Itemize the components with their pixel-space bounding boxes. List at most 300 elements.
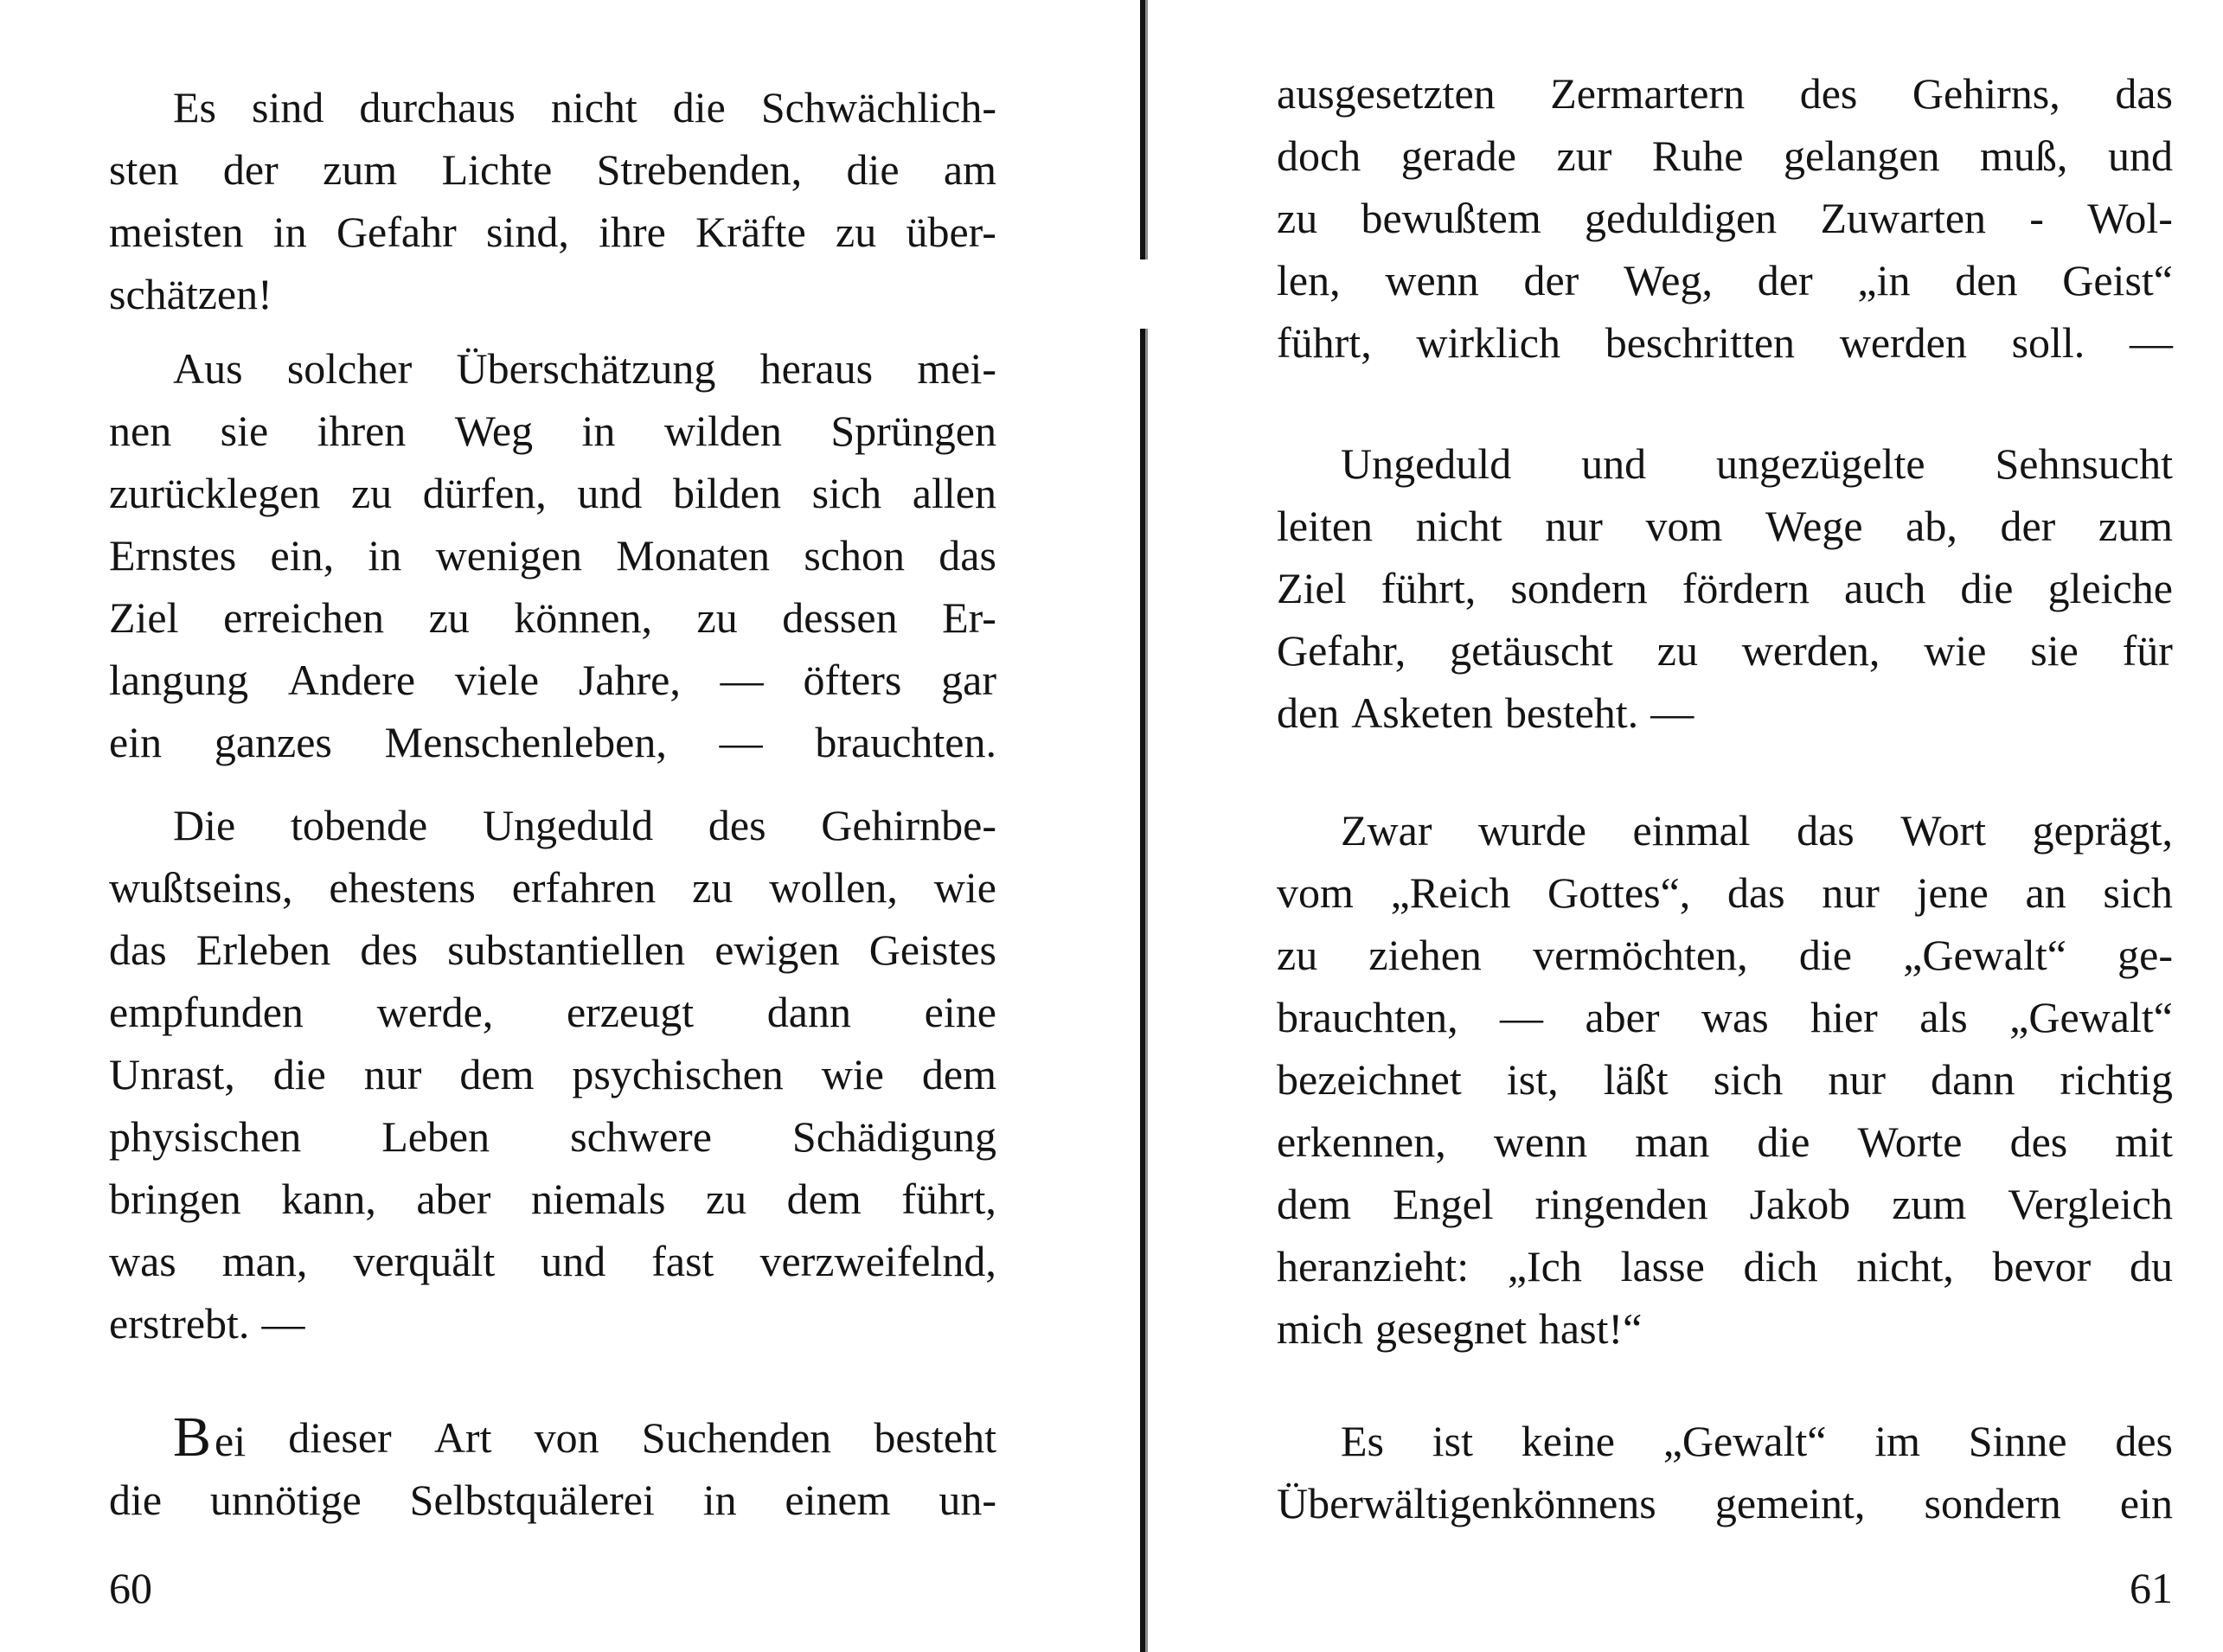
word: geprägt,: [2032, 806, 2173, 855]
word: Selbstquälerei: [409, 1476, 655, 1524]
word: sind: [251, 83, 324, 131]
text-line: [1277, 125, 2173, 187]
word: führt,: [1277, 318, 1372, 367]
word: man,: [221, 1237, 308, 1285]
word: dürfen,: [422, 469, 547, 517]
word: Geistes: [868, 925, 996, 974]
word: vom: [1645, 502, 1723, 550]
word: Wort: [1900, 806, 1987, 855]
word: meisten: [109, 208, 244, 256]
word: mit: [2115, 1117, 2173, 1166]
word: sie: [220, 407, 269, 455]
word: am: [943, 145, 996, 194]
text-line: [1277, 924, 2173, 986]
word: Gefahr,: [1277, 626, 1406, 675]
word: die: [672, 83, 726, 131]
word: ausgesetzten: [1277, 69, 1496, 118]
word: Gehirns,: [1912, 69, 2060, 118]
word: —: [720, 656, 764, 704]
word: leiten: [1277, 502, 1374, 550]
text-line: [1341, 799, 2173, 861]
word: vom: [1277, 868, 1354, 917]
initial-capital: B: [173, 1405, 212, 1469]
word: doch: [1277, 131, 1361, 180]
word: sondern: [1924, 1479, 2061, 1527]
word: Engel: [1393, 1180, 1494, 1228]
word: zur: [1556, 131, 1612, 180]
word: dich: [1743, 1242, 1818, 1290]
word: wollen,: [769, 863, 898, 912]
word: wurde: [1478, 806, 1586, 855]
word: fördern: [1682, 564, 1810, 612]
text-line: [109, 981, 996, 1043]
word: Geist“: [2062, 256, 2173, 304]
word: und: [2107, 131, 2173, 180]
word: dem: [459, 1050, 535, 1098]
word: Strebenden,: [596, 145, 803, 194]
word: jene: [1916, 868, 1989, 917]
word: tobende: [290, 801, 428, 849]
word: eine: [924, 988, 996, 1036]
book-gutter-shadow: [1145, 0, 1148, 1652]
word: Ziel: [109, 593, 179, 642]
word: allen: [912, 469, 996, 517]
word: der: [222, 145, 279, 194]
text-line: [1277, 682, 2173, 744]
word: schwere: [570, 1112, 712, 1161]
word: „Ich: [1507, 1242, 1582, 1290]
word: für: [2122, 626, 2173, 675]
word: lasse: [1620, 1242, 1705, 1290]
word: wenigen: [435, 531, 582, 579]
word: beschritten: [1605, 318, 1796, 367]
word: den: [1277, 688, 1340, 737]
word: und: [577, 469, 643, 517]
text-line: [109, 649, 996, 711]
text-line: [173, 76, 996, 138]
word: ein: [109, 718, 163, 766]
word: du: [2130, 1242, 2173, 1290]
word: werden: [1839, 318, 1967, 367]
word: Er-: [942, 593, 996, 642]
word: über-: [906, 208, 996, 256]
word: man: [1635, 1117, 1710, 1166]
word: wie: [933, 863, 996, 912]
word: solcher: [286, 344, 413, 393]
word: dem: [786, 1175, 862, 1223]
word: Überschätzung: [456, 344, 716, 393]
word: „Reich: [1390, 868, 1511, 917]
word: Die: [173, 801, 236, 849]
right-page: [1157, 0, 2223, 1652]
word: gesegnet: [1374, 1304, 1527, 1353]
word: Überwältigenkönnens: [1277, 1479, 1656, 1527]
word: des: [708, 801, 766, 849]
word: -: [2029, 194, 2044, 242]
text-line: [173, 1406, 996, 1469]
text-line: [109, 711, 996, 773]
text-line: [1277, 557, 2173, 619]
word: sondern: [1510, 564, 1648, 612]
word: gemeint,: [1714, 1479, 1866, 1527]
word: einem: [785, 1476, 891, 1524]
word: sich: [811, 469, 882, 517]
word: ewigen: [714, 925, 840, 974]
word: Es: [1341, 1417, 1384, 1465]
word: als: [1919, 993, 1968, 1041]
word: bilden: [673, 469, 781, 517]
word: gleiche: [2047, 564, 2173, 612]
word: wenn: [1493, 1117, 1588, 1166]
word: keine: [1521, 1417, 1615, 1465]
word: können,: [514, 593, 652, 642]
word: „Gewalt“: [1903, 931, 2066, 979]
word: „Gewalt“: [1662, 1417, 1827, 1465]
word: wenn: [1385, 256, 1479, 304]
word: dieser: [288, 1413, 392, 1462]
word: ist: [1432, 1417, 1473, 1465]
word: Worte: [1857, 1117, 1963, 1166]
word: nur: [363, 1050, 422, 1098]
text-line: [1277, 1048, 2173, 1111]
word: die: [109, 1476, 163, 1524]
word: muß,: [1980, 131, 2068, 180]
word: den: [1955, 256, 2018, 304]
word: zu: [705, 1175, 747, 1223]
word: Gehirnbe-: [821, 801, 996, 849]
word: Zwar: [1341, 806, 1432, 855]
word: von: [534, 1413, 599, 1462]
text-line: [109, 263, 996, 325]
word: zu: [692, 863, 734, 912]
word: sich: [2103, 868, 2173, 917]
word: Ernstes: [109, 531, 237, 579]
word: nur: [1545, 502, 1603, 550]
word: aber: [416, 1175, 491, 1223]
word: sich: [1713, 1055, 1784, 1104]
text-line: [1277, 495, 2173, 557]
word: schon: [804, 531, 905, 579]
word: der: [2000, 502, 2056, 550]
word: Sinne: [1968, 1417, 2067, 1465]
word: Suchenden: [641, 1413, 832, 1462]
word: bewußtem: [1361, 194, 1541, 242]
word: die: [1757, 1117, 1810, 1166]
word: Ungeduld: [482, 801, 654, 849]
word: physischen: [109, 1112, 302, 1161]
word: zum: [323, 145, 398, 194]
word: brauchten,: [1277, 993, 1458, 1041]
word: Unrast,: [109, 1050, 235, 1098]
left-page-number: 60: [109, 1564, 152, 1612]
word: zum: [1892, 1180, 1967, 1228]
word: in: [368, 531, 402, 579]
text-line: [109, 462, 996, 524]
word: wilden: [663, 407, 782, 455]
text-line: [1277, 1235, 2173, 1297]
text-line: [109, 524, 996, 586]
text-line: [1277, 1472, 2173, 1534]
word: Monaten: [616, 531, 771, 579]
word: zu: [1277, 931, 1318, 979]
word: nicht: [1415, 502, 1502, 550]
text-line: [109, 1469, 996, 1531]
word: sind,: [485, 208, 569, 256]
word: geduldigen: [1585, 194, 1778, 242]
word: des: [1799, 69, 1858, 118]
text-line: [173, 794, 996, 856]
word: führt,: [1381, 564, 1477, 612]
word: in: [581, 407, 616, 455]
word: brauchten.: [815, 718, 996, 766]
word: bezeichnet: [1277, 1055, 1462, 1104]
word: ist,: [1506, 1055, 1559, 1104]
word: Erleben: [195, 925, 331, 974]
text-line: [1277, 187, 2173, 249]
word: das: [1727, 868, 1785, 917]
word: und: [1581, 439, 1647, 488]
text-line: [173, 337, 996, 400]
text-line: [1277, 311, 2173, 374]
word: zu: [696, 593, 738, 642]
word: Zermartern: [1550, 69, 1746, 118]
word: ein: [2119, 1479, 2173, 1527]
word: erzeugt: [566, 988, 695, 1036]
word: an: [2025, 868, 2066, 917]
text-line: [1277, 249, 2173, 311]
word: —: [1650, 688, 1694, 737]
word: öfters: [803, 656, 902, 704]
word: ihren: [317, 407, 407, 455]
word: —: [1500, 993, 1544, 1041]
word: zu: [1277, 194, 1318, 242]
word: auch: [1843, 564, 1926, 612]
text-line: [1277, 1173, 2173, 1235]
word: Weg: [454, 407, 534, 455]
word: richtig: [2060, 1055, 2173, 1104]
text-line: [1341, 432, 2173, 495]
word: schätzen!: [109, 270, 272, 318]
word: —: [261, 1299, 305, 1348]
word: nicht: [550, 83, 637, 131]
word: nen: [109, 407, 172, 455]
word: mich: [1277, 1304, 1363, 1353]
word: dem: [1277, 1180, 1352, 1228]
word: un-: [939, 1476, 996, 1524]
word: Sehnsucht: [1995, 439, 2173, 488]
word: —: [2129, 318, 2173, 367]
word: unnötige: [209, 1476, 362, 1524]
word: Ruhe: [1651, 131, 1744, 180]
word: „in: [1857, 256, 1911, 304]
word: hast!“: [1538, 1304, 1643, 1353]
text-line: [109, 919, 996, 981]
word: zu: [836, 208, 877, 256]
word: dessen: [782, 593, 898, 642]
word: Menschenleben,: [384, 718, 667, 766]
word: besteht: [874, 1413, 996, 1462]
word: zu: [350, 469, 393, 517]
word: Wege: [1765, 502, 1863, 550]
text-line: [1277, 1111, 2173, 1173]
word: die: [272, 1050, 326, 1098]
word: verquält: [353, 1237, 496, 1285]
word: besteht.: [1505, 688, 1639, 737]
text-line: [109, 1043, 996, 1105]
word: Andere: [287, 656, 416, 704]
word: was: [109, 1237, 176, 1285]
word: Ziel: [1277, 564, 1347, 612]
word: bringen: [109, 1175, 241, 1223]
text-line: [109, 1230, 996, 1292]
word: läßt: [1603, 1055, 1669, 1104]
word: Sprüngen: [830, 407, 996, 455]
word: führt,: [901, 1175, 996, 1223]
text-line: [109, 400, 996, 462]
word: wie: [821, 1050, 884, 1098]
text-line: [1277, 1297, 2173, 1360]
word: niemals: [530, 1175, 666, 1223]
word: was: [1701, 993, 1769, 1041]
text-line: [109, 201, 996, 263]
word: Aus: [173, 344, 243, 393]
word: kann,: [281, 1175, 376, 1223]
word: werde,: [376, 988, 494, 1036]
word: das: [109, 925, 167, 974]
word: ungezügelte: [1715, 439, 1925, 488]
word: Wol-: [2087, 194, 2173, 242]
text-line: [109, 1168, 996, 1230]
word: wußtseins,: [109, 863, 293, 912]
word: zu: [428, 593, 470, 642]
word: in: [272, 208, 307, 256]
word: wie: [1924, 626, 1987, 675]
word: Vergleich: [2008, 1180, 2173, 1228]
word: ganzes: [214, 718, 332, 766]
word: Gefahr: [336, 208, 457, 256]
word: langung: [109, 656, 249, 704]
word: mei-: [917, 344, 996, 393]
word: des: [2115, 1417, 2173, 1465]
word: ihre: [599, 208, 666, 256]
word: im: [1874, 1417, 1920, 1465]
word: ein,: [270, 531, 335, 579]
word: zu: [1656, 626, 1698, 675]
word: Art: [433, 1413, 492, 1462]
text-line: [109, 1105, 996, 1168]
word: ge-: [2117, 931, 2173, 979]
word: Weg,: [1624, 256, 1713, 304]
book-gutter-gap: [1137, 259, 1149, 329]
word: Zuwarten: [1820, 194, 1987, 242]
text-line: [109, 138, 996, 201]
word: gerade: [1400, 131, 1516, 180]
word: verzweifelnd,: [759, 1237, 996, 1285]
word: ziehen: [1368, 931, 1482, 979]
word: Leben: [381, 1112, 490, 1161]
word: Kräfte: [695, 208, 806, 256]
word: nur: [1822, 868, 1880, 917]
word: dem: [921, 1050, 996, 1098]
word: zum: [2098, 502, 2173, 550]
word: die: [1960, 564, 2014, 612]
word: bevor: [1992, 1242, 2092, 1290]
word: ehestens: [329, 863, 476, 912]
word: das: [939, 531, 996, 579]
text-line: [109, 856, 996, 919]
word: aber: [1585, 993, 1660, 1041]
text-line: [109, 1292, 996, 1354]
word: gar: [941, 656, 996, 704]
word: der: [1523, 256, 1579, 304]
word: die: [846, 145, 900, 194]
word: gelangen: [1784, 131, 1940, 180]
word: des: [360, 925, 419, 974]
word: Ungeduld: [1341, 439, 1512, 488]
text-line: [1277, 986, 2173, 1048]
right-page-number: 61: [2130, 1564, 2173, 1612]
word: das: [2115, 69, 2173, 118]
word: Schädigung: [791, 1112, 996, 1161]
word: zurücklegen: [109, 469, 321, 517]
word: der: [1757, 256, 1813, 304]
word: len,: [1277, 256, 1341, 304]
word: sie: [2030, 626, 2079, 675]
word: wirklich: [1416, 318, 1561, 367]
word: nicht,: [1856, 1242, 1954, 1290]
word: Lichte: [441, 145, 553, 194]
word: substantiellen: [447, 925, 686, 974]
word: psychischen: [572, 1050, 784, 1098]
word: die: [1798, 931, 1852, 979]
word: vermöchten,: [1533, 931, 1748, 979]
word: „Gewalt“: [2009, 993, 2173, 1041]
word: Schwächlich-: [760, 83, 996, 131]
word: heranzieht:: [1277, 1242, 1470, 1290]
word: Asketen: [1351, 688, 1494, 737]
word: erfahren: [511, 863, 657, 912]
word: sten: [109, 145, 179, 194]
word: ringenden: [1534, 1180, 1708, 1228]
word: werden,: [1741, 626, 1880, 675]
word: Jahre,: [578, 656, 681, 704]
word: das: [1797, 806, 1855, 855]
word: ab,: [1906, 502, 1957, 550]
word: erreichen: [223, 593, 385, 642]
text-line: [1277, 861, 2173, 924]
word: Jakob: [1749, 1180, 1851, 1228]
word: soll.: [2011, 318, 2085, 367]
text-line: [1277, 62, 2173, 125]
word: dann: [766, 988, 851, 1036]
word: und: [541, 1237, 606, 1285]
word: fast: [651, 1237, 714, 1285]
word: getäuscht: [1450, 626, 1613, 675]
word: heraus: [759, 344, 874, 393]
word: viele: [454, 656, 540, 704]
word: —: [719, 718, 763, 766]
word: Gottes“,: [1547, 868, 1691, 917]
word: nur: [1828, 1055, 1887, 1104]
text-line: [109, 586, 996, 649]
word: B ei: [173, 1405, 247, 1469]
word: empfunden: [109, 988, 304, 1036]
word: erkennen,: [1277, 1117, 1446, 1166]
text-line: [1341, 1410, 2173, 1472]
word: dann: [1931, 1055, 2015, 1104]
text-line: [1277, 619, 2173, 682]
word: des: [2009, 1117, 2068, 1166]
